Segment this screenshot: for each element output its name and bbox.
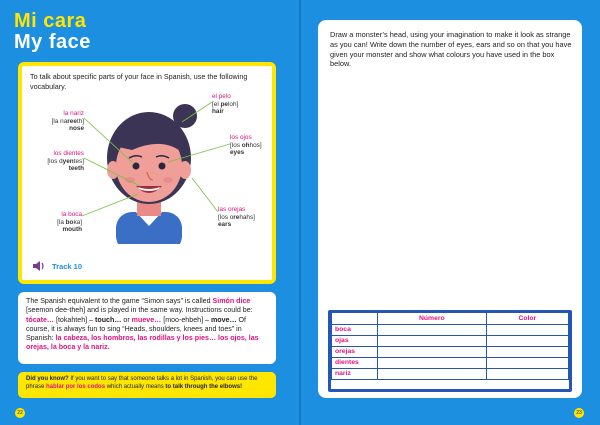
label-ears-en: ears	[218, 221, 232, 229]
dyk-text-1: If you want to say that someone talks a lot in Spanish, you can use the phrase	[26, 376, 258, 390]
pron-a: [los d	[47, 157, 63, 165]
pron-c: th]	[76, 117, 84, 125]
pron-a: [los o	[218, 213, 234, 221]
table-header-row	[332, 313, 569, 324]
pron-c: tes]	[73, 157, 84, 165]
label-mouth	[32, 211, 82, 234]
table-header-blank	[332, 313, 378, 324]
page-gutter	[299, 0, 301, 425]
label-hair-es: el pelo	[212, 93, 231, 100]
label-eyes-es: los ojos	[230, 134, 252, 141]
title-english: My face	[14, 31, 91, 53]
pron-a: [la na	[51, 117, 68, 125]
simon-text-2: [seemon dee-theh] and is played in the same way. Instructions could be:	[26, 306, 253, 315]
dyk-phrase: hablar por los codos	[46, 384, 106, 390]
table-row	[332, 368, 569, 379]
label-mouth-es: la boca	[61, 211, 82, 218]
dyk-text-2: which actually means	[105, 384, 166, 390]
label-teeth-pron	[28, 158, 84, 166]
label-eyes-en: eyes	[230, 149, 245, 157]
label-hair-en: hair	[212, 108, 224, 116]
simon-move: move…	[210, 315, 237, 324]
simon-says-box	[18, 292, 276, 364]
simon-text-6: Of course, it is always fun to sing “Heads, shoulders, knees and toes” in Spanish:	[26, 315, 247, 343]
pron-c: hahs]	[239, 213, 255, 221]
color-cell[interactable]	[486, 335, 568, 346]
vocabulary-intro: To talk about specific parts of your face in Spanish, use the following vocabulary.	[30, 72, 248, 91]
simon-dice: Simón dice	[212, 297, 251, 305]
pron-a: [la	[57, 218, 66, 226]
pron-a: [el	[212, 100, 221, 108]
label-nose-en: nose	[69, 125, 84, 133]
activity-page	[318, 20, 582, 398]
simon-tocate: tócate…	[26, 315, 54, 324]
numero-cell[interactable]	[378, 346, 487, 357]
label-mouth-en: mouth	[62, 226, 82, 234]
label-eyes	[230, 134, 276, 157]
pron-c: hos]	[249, 141, 262, 149]
label-ears-pron	[218, 214, 276, 222]
page-number-left: 22	[15, 408, 25, 418]
simon-text-4: or	[121, 315, 132, 324]
audio-track[interactable]	[32, 260, 82, 272]
label-ears	[218, 206, 276, 229]
row-label: nariz	[332, 368, 378, 379]
color-cell[interactable]	[486, 324, 568, 335]
pron-b: oh	[241, 141, 250, 149]
row-label: dientes	[332, 357, 378, 368]
numero-cell[interactable]	[378, 335, 487, 346]
table-row	[332, 335, 569, 346]
pron-b: re	[233, 213, 240, 221]
numero-cell[interactable]	[378, 357, 487, 368]
numero-cell[interactable]	[378, 324, 487, 335]
table-row	[332, 346, 569, 357]
color-cell[interactable]	[486, 368, 568, 379]
activity-instructions: Draw a monster’s head, using your imagination to make it look as strange as you can! Write down the number of eyes, ears and so on that you have given your monster and show what colours you have used in the box below.	[330, 30, 572, 69]
monster-table	[328, 310, 572, 392]
did-you-know-box	[18, 372, 276, 398]
table-header-numero: Número	[378, 313, 487, 324]
page-number-right: 23	[574, 408, 584, 418]
simon-text-3: [tokahteh] –	[54, 315, 96, 324]
table-header-color: Color	[486, 313, 568, 324]
row-label: orejas	[332, 346, 378, 357]
simon-song: la cabeza, los hombros, las rodillas y los pies… los ojos, las orejas, la boca y la nariz.	[26, 334, 259, 352]
track-label: Track 10	[52, 261, 83, 271]
label-nose-es: la nariz	[63, 110, 84, 117]
simon-mueve: mueve…	[131, 315, 162, 324]
label-teeth-en: teeth	[68, 165, 84, 173]
row-label: ojas	[332, 335, 378, 346]
color-cell[interactable]	[486, 357, 568, 368]
label-hair-pron	[212, 101, 272, 109]
label-hair	[212, 93, 272, 116]
pron-b: ree	[67, 117, 77, 125]
label-nose-pron	[32, 118, 84, 126]
label-teeth	[28, 150, 84, 173]
label-teeth-es: los dientes	[53, 150, 84, 157]
simon-touch: touch…	[95, 315, 122, 324]
label-mouth-pron	[32, 219, 82, 227]
label-nose	[32, 110, 84, 133]
label-ears-es: las orejas	[218, 206, 246, 213]
pron-b: yen	[62, 157, 74, 165]
numero-cell[interactable]	[378, 368, 487, 379]
pron-b: pe	[220, 100, 228, 108]
pron-c: ka]	[73, 218, 82, 226]
pron-c: loh]	[228, 100, 239, 108]
dyk-meaning: to talk through the elbows!	[165, 384, 243, 390]
row-label: boca	[332, 324, 378, 335]
label-eyes-pron	[230, 142, 276, 150]
speaker-icon[interactable]	[32, 260, 46, 272]
dyk-label: Did you know?	[26, 376, 69, 382]
title-spanish: Mi cara	[14, 10, 87, 32]
pron-b: bo	[65, 218, 74, 226]
table-row	[332, 357, 569, 368]
table-row	[332, 324, 569, 335]
monster-table-grid	[331, 313, 569, 380]
vocabulary-box	[18, 62, 276, 284]
simon-text-5: [moo-ehbeh] –	[161, 315, 211, 324]
simon-text-1: The Spanish equivalent to the game “Simon says” is called	[26, 297, 213, 305]
color-cell[interactable]	[486, 346, 568, 357]
pron-a: [los	[230, 141, 242, 149]
